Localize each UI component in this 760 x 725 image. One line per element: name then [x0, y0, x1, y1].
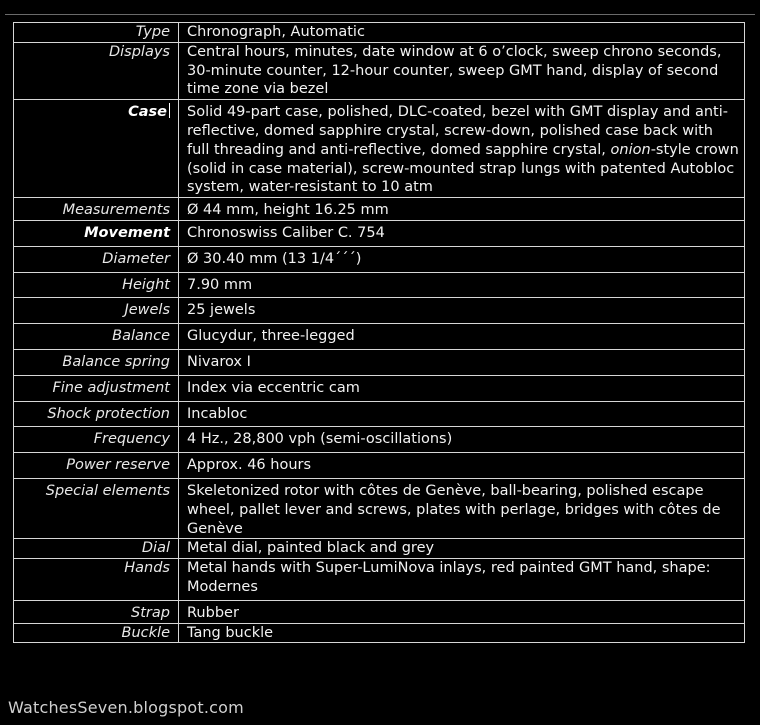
spec-value-height: 7.90 mm — [179, 272, 745, 298]
text-cursor — [169, 103, 170, 118]
spec-value-fine-adjustment: Index via eccentric cam — [179, 375, 745, 401]
spec-label-strap: Strap — [14, 600, 179, 623]
spec-value-shock-protection: Incabloc — [179, 401, 745, 427]
spec-value-dial: Metal dial, painted black and grey — [179, 539, 745, 559]
italic-word: onion — [610, 141, 651, 158]
spec-value-balance: Glucydur, three-legged — [179, 324, 745, 350]
spec-label-power-reserve: Power reserve — [14, 453, 179, 479]
spec-value-type: Chronograph, Automatic — [179, 23, 745, 43]
spec-label-case-cell — [14, 100, 179, 198]
spec-value-measurements: Ø 44 mm, height 16.25 mm — [179, 198, 745, 221]
spec-label-dial: Dial — [14, 539, 179, 559]
spec-label-fine-adjustment: Fine adjustment — [14, 375, 179, 401]
spec-label-height: Height — [14, 272, 179, 298]
spec-label-special-elements: Special elements — [14, 478, 179, 538]
table-row — [14, 559, 745, 601]
spec-label-shock-protection: Shock protection — [14, 401, 179, 427]
table-row — [14, 427, 745, 453]
spec-value-jewels: 25 jewels — [179, 298, 745, 324]
spec-value-strap: Rubber — [179, 600, 745, 623]
spec-label-frequency: Frequency — [14, 427, 179, 453]
spec-label-jewels: Jewels — [14, 298, 179, 324]
table-row — [14, 42, 745, 99]
specifications-table — [13, 22, 745, 643]
table-row — [14, 220, 745, 246]
table-row — [14, 349, 745, 375]
spec-label-case: Case — [128, 104, 167, 121]
table-row — [14, 600, 745, 623]
spec-label-buckle: Buckle — [14, 623, 179, 643]
spec-label-hands: Hands — [14, 559, 179, 601]
table-row — [14, 453, 745, 479]
spec-value-power-reserve: Approx. 46 hours — [179, 453, 745, 479]
spec-value-hands: Metal hands with Super-LumiNova inlays, red painted GMT hand, shape: Modernes — [179, 559, 745, 601]
watermark-text: WatchesSeven.blogspot.com — [8, 698, 244, 717]
spec-label-diameter: Diameter — [14, 246, 179, 272]
table-row — [14, 539, 745, 559]
table-row — [14, 23, 745, 43]
spec-label-measurements: Measurements — [14, 198, 179, 221]
spec-label-balance: Balance — [14, 324, 179, 350]
spec-value-displays: Central hours, minutes, date window at 6 o’clock, sweep chrono seconds, 30-minute counter, 12-hour counter, sweep GMT hand, display of second time zone via bezel — [179, 42, 745, 99]
table-row — [14, 100, 745, 198]
table-row — [14, 478, 745, 538]
table-row — [14, 298, 745, 324]
spec-value-case: Solid 49-part case, polished, DLC-coated, bezel with GMT display and anti-reflective, domed sapphire crystal, screw-down, polished case back with full threading and anti-reflective, domed sapphire crystal, onion-style crown (solid in case material), screw-mounted strap lungs with patented Autobloc system, water-resistant to 10 atm — [179, 100, 745, 198]
spec-value-balance-spring: Nivarox I — [179, 349, 745, 375]
table-row — [14, 198, 745, 221]
table-row — [14, 375, 745, 401]
table-row — [14, 623, 745, 643]
table-row — [14, 246, 745, 272]
spec-value-frequency: 4 Hz., 28,800 vph (semi-oscillations) — [179, 427, 745, 453]
spec-label-balance-spring: Balance spring — [14, 349, 179, 375]
spec-value-movement: Chronoswiss Caliber C. 754 — [179, 220, 745, 246]
spec-label-type: Type — [14, 23, 179, 43]
table-row — [14, 272, 745, 298]
spec-value-buckle: Tang buckle — [179, 623, 745, 643]
table-row — [14, 401, 745, 427]
top-divider — [5, 14, 755, 15]
spec-value-special-elements: Skeletonized rotor with côtes de Genève, ball-bearing, polished escape wheel, pallet lever and screws, plates with perlage, bridges with côtes de Genève — [179, 478, 745, 538]
spec-label-displays: Displays — [14, 42, 179, 99]
table-row — [14, 324, 745, 350]
spec-value-diameter: Ø 30.40 mm (13 1/4´´´) — [179, 246, 745, 272]
spec-label-movement: Movement — [14, 220, 179, 246]
